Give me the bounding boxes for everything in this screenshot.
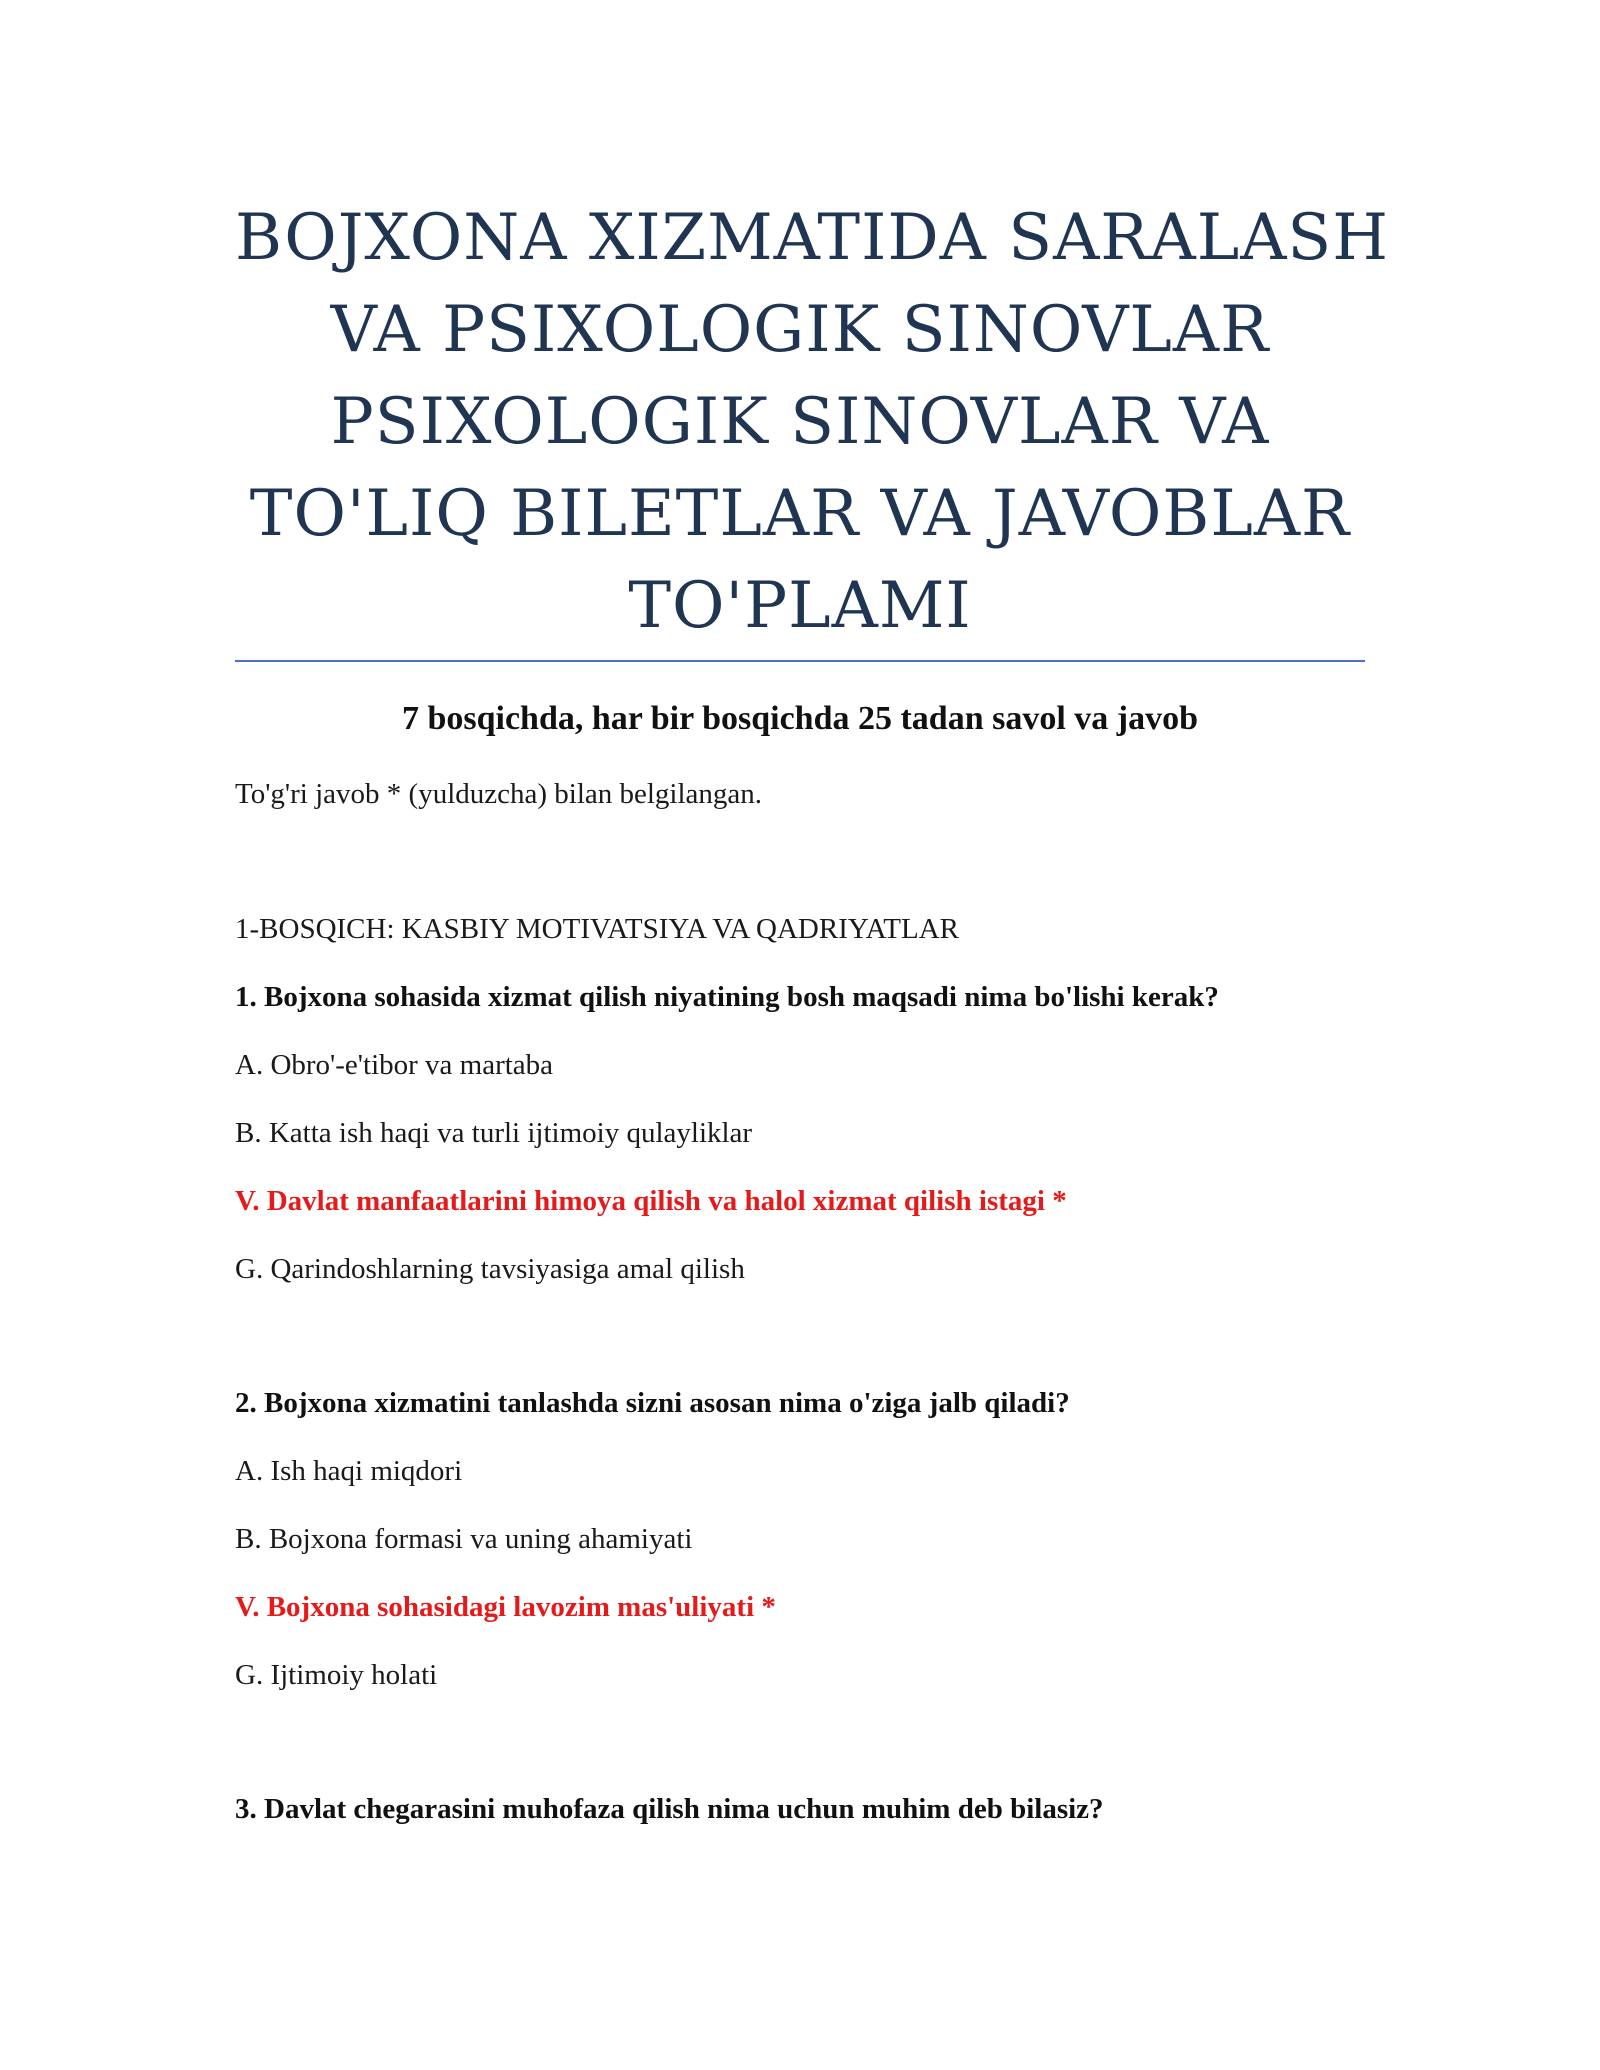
question-1-correct-option-v: V. Davlat manfaatlarini himoya qilish va halol xizmat qilish istagi * bbox=[235, 1185, 1067, 1217]
title-line: BOJXONA XIZMATIDA SARALASH bbox=[235, 201, 1390, 275]
title-line: PSIXOLOGIK SINOVLAR VA bbox=[330, 385, 1270, 459]
question-3: 3. Davlat chegarasini muhofaza qilish nima uchun muhim deb bilasiz? bbox=[235, 1793, 1104, 1825]
title-line: TO'LIQ BILETLAR VA JAVOBLAR bbox=[249, 477, 1351, 551]
document-title bbox=[235, 192, 1390, 652]
question-2-option-a: A. Ish haqi miqdori bbox=[235, 1455, 463, 1487]
title-line: TO'PLAMI bbox=[628, 569, 972, 643]
question-2: 2. Bojxona xizmatini tanlashda sizni asosan nima o'ziga jalb qiladi? bbox=[235, 1387, 1070, 1419]
question-1-option-b: B. Katta ish haqi va turli ijtimoiy qulayliklar bbox=[235, 1117, 753, 1149]
title-line: VA PSIXOLOGIK SINOVLAR bbox=[330, 293, 1270, 367]
document-subtitle: 7 bosqichda, har bir bosqichda 25 tadan savol va javob bbox=[401, 700, 1199, 737]
question-1: 1. Bojxona sohasida xizmat qilish niyatining bosh maqsadi nima bo'lishi kerak? bbox=[235, 981, 1219, 1013]
section-heading: 1-BOSQICH: KASBIY MOTIVATSIYA VA QADRIYATLAR bbox=[235, 913, 960, 945]
question-1-option-a: A. Obro'-e'tibor va martaba bbox=[235, 1049, 554, 1081]
question-2-option-b: B. Bojxona formasi va uning ahamiyati bbox=[235, 1523, 693, 1555]
question-2-correct-option-v: V. Bojxona sohasidagi lavozim mas'uliyati * bbox=[235, 1591, 776, 1623]
question-1-option-g: G. Qarindoshlarning tavsiyasiga amal qilish bbox=[235, 1253, 745, 1285]
question-2-option-g: G. Ijtimoiy holati bbox=[235, 1659, 438, 1691]
answer-key-note: To'g'ri javob * (yulduzcha) bilan belgilangan. bbox=[235, 778, 763, 810]
title-divider bbox=[235, 660, 1365, 662]
